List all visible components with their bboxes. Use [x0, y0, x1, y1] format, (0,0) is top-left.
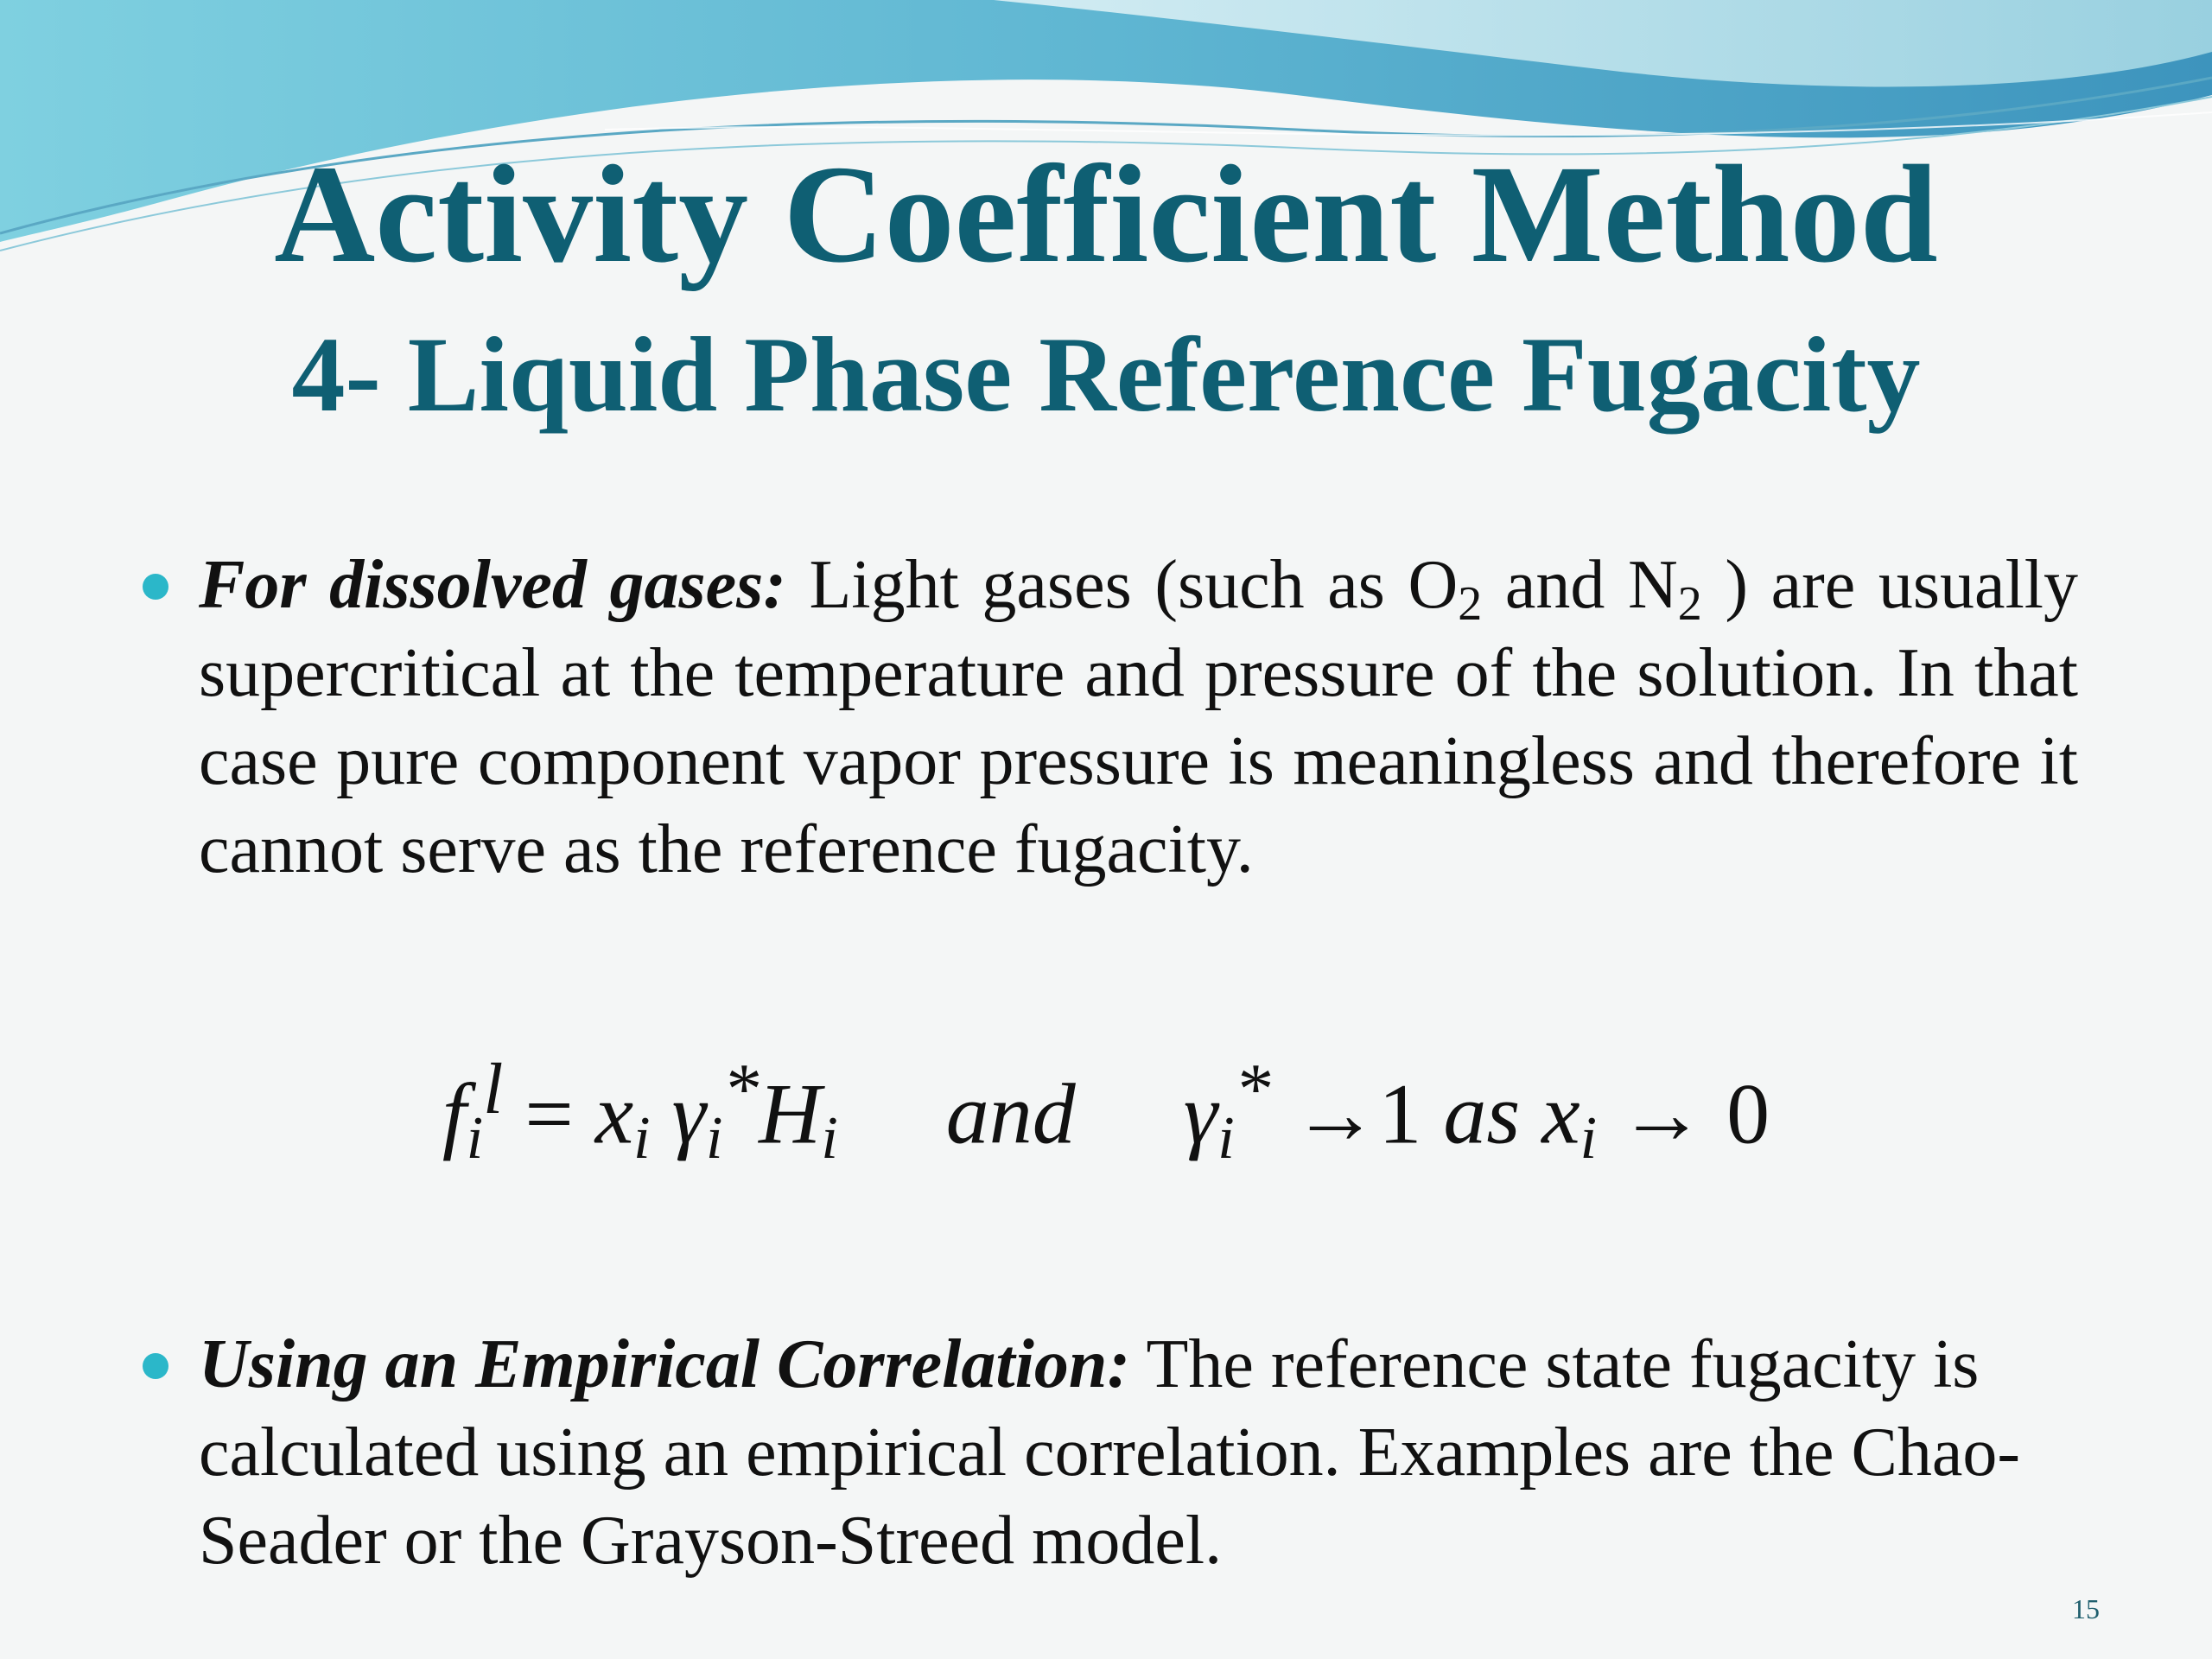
eq-subscript: i	[705, 1104, 723, 1172]
arrow-icon: →	[1292, 1065, 1379, 1162]
arrow-icon: →	[1618, 1065, 1706, 1162]
eq-symbol: γ	[1183, 1065, 1218, 1162]
slide-subtitle: 4- Liquid Phase Reference Fugacity	[291, 315, 1921, 434]
bullet-lead: For dissolved gases:	[199, 547, 786, 623]
fugacity-equation	[0, 1047, 2212, 1172]
eq-operator: =	[524, 1065, 574, 1162]
eq-subscript: i	[1217, 1104, 1235, 1172]
eq-number: 1	[1378, 1065, 1422, 1162]
eq-subscript: i	[633, 1104, 651, 1172]
subscript: 2	[1458, 577, 1483, 631]
bullet-empirical-correlation	[199, 1320, 2078, 1585]
eq-subscript: i	[1580, 1104, 1598, 1172]
eq-superscript: l	[483, 1050, 504, 1129]
eq-word: and	[945, 1065, 1076, 1162]
page-number: 15	[2072, 1593, 2100, 1624]
slide-title: Activity Coefficient Method	[274, 137, 1938, 292]
bullet-text: The reference state fugacity is calculated using an empirical correlation. Examples are the Chao-Seader or the Grayson-Streed model.	[199, 1326, 2021, 1579]
eq-symbol: x	[1541, 1065, 1580, 1162]
eq-word: as	[1443, 1065, 1521, 1162]
bullet-text: Light gases (such as O	[785, 547, 1459, 623]
bullet-dot-icon	[143, 574, 168, 600]
eq-subscript: i	[466, 1104, 484, 1172]
eq-symbol: γ	[671, 1065, 706, 1162]
eq-symbol: f	[442, 1065, 467, 1162]
eq-number: 0	[1726, 1065, 1770, 1162]
eq-symbol: x	[594, 1065, 634, 1162]
bullet-dissolved-gases	[199, 541, 2078, 893]
bullet-lead: Using an Empirical Correlation:	[199, 1326, 1130, 1402]
subscript: 2	[1677, 577, 1702, 631]
bullet-dot-icon	[143, 1353, 168, 1379]
eq-symbol: H	[759, 1065, 822, 1162]
eq-superscript: *	[722, 1050, 760, 1129]
bullet-text: ) are usually supercritical at the temperature and pressure of the solution. In that case pure component vapor pressure is meaningless and therefore it cannot serve as the reference fugacity.	[199, 547, 2079, 887]
eq-subscript: i	[821, 1104, 838, 1172]
bullet-text: and N	[1482, 547, 1678, 623]
eq-superscript: *	[1234, 1050, 1271, 1129]
